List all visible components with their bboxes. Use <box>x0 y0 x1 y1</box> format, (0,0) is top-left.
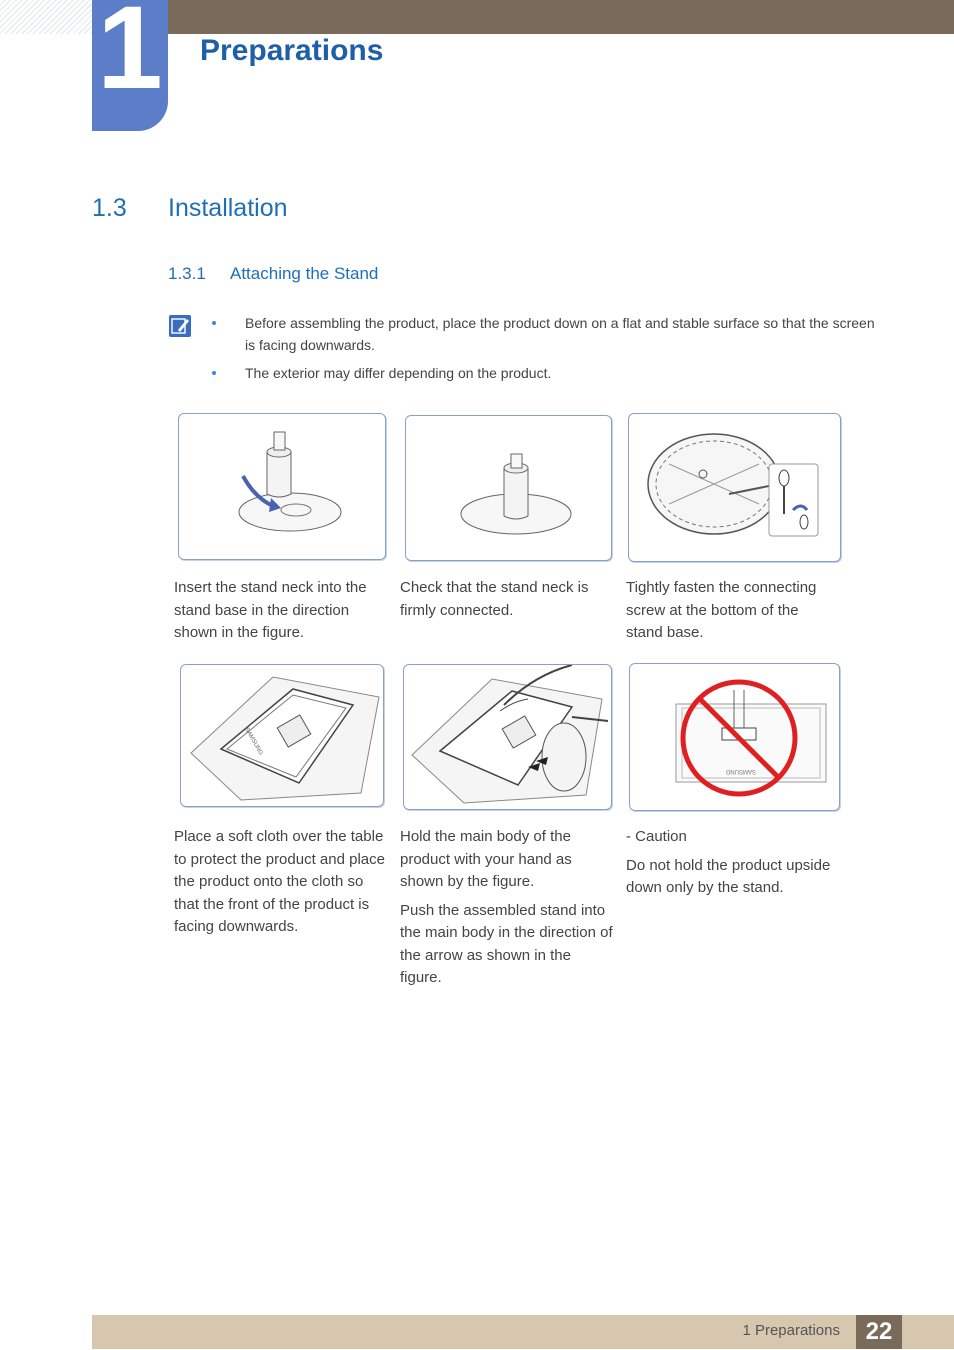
chapter-title: Preparations <box>200 34 384 67</box>
step-caption <box>626 826 840 906</box>
subsection-number: 1.3.1 <box>168 264 206 283</box>
brand-text: SAMSUNG <box>725 768 756 774</box>
figure-fasten-screw <box>628 413 841 562</box>
step-text: Tightly fasten the connecting screw at the bottom of the stand base. <box>626 579 817 641</box>
note-item <box>212 362 872 384</box>
step-text: Do not hold the product upside down only by the stand. <box>626 856 831 896</box>
step-caption <box>400 577 614 628</box>
step-text: Push the assembled stand into the main body in the direction of the arrow as shown in the figure. <box>400 901 613 986</box>
chapter-number-block <box>92 0 168 131</box>
section-number: 1.3 <box>92 194 127 222</box>
bullet-dot-icon <box>212 371 216 375</box>
section-title: Installation <box>168 194 288 222</box>
chapter-number: 1 <box>97 0 163 114</box>
step-text: Check that the stand neck is firmly connected. <box>400 579 589 619</box>
footer-bar <box>92 1315 954 1349</box>
step-caption <box>626 577 838 651</box>
header-bar <box>168 0 954 34</box>
step-text: Place a soft cloth over the table to protect the product and place the product onto the cloth so that the front of the product is facing downwards. <box>174 828 385 935</box>
footer-chapter-label: 1 Preparations <box>742 1322 840 1339</box>
step-caption <box>400 826 614 996</box>
bullet-dot-icon <box>212 321 216 325</box>
note-pencil-icon <box>169 315 191 337</box>
page-number: 22 <box>856 1315 902 1349</box>
figure-check-stand-neck <box>405 415 612 561</box>
header-hatch-pattern <box>0 0 92 34</box>
step-text: Insert the stand neck into the stand base in the direction shown in the figure. <box>174 579 367 641</box>
note-item <box>212 312 875 358</box>
subsection-title: Attaching the Stand <box>230 264 379 283</box>
brand-text: SAMSUNG <box>243 727 264 757</box>
figure-soft-cloth <box>180 664 384 807</box>
figure-caution <box>629 663 840 811</box>
note-text: The exterior may differ depending on the product. <box>245 365 552 381</box>
figure-push-stand <box>403 664 612 810</box>
step-text: Hold the main body of the product with your hand as shown by the figure. <box>400 828 572 890</box>
step-caption <box>174 826 388 945</box>
step-caption <box>174 577 386 651</box>
note-text: Before assembling the product, place the product down on a flat and stable surface so that the screen is facing downwards. <box>245 315 875 353</box>
figure-insert-stand-neck <box>178 413 386 560</box>
caution-label: - Caution <box>626 828 687 845</box>
